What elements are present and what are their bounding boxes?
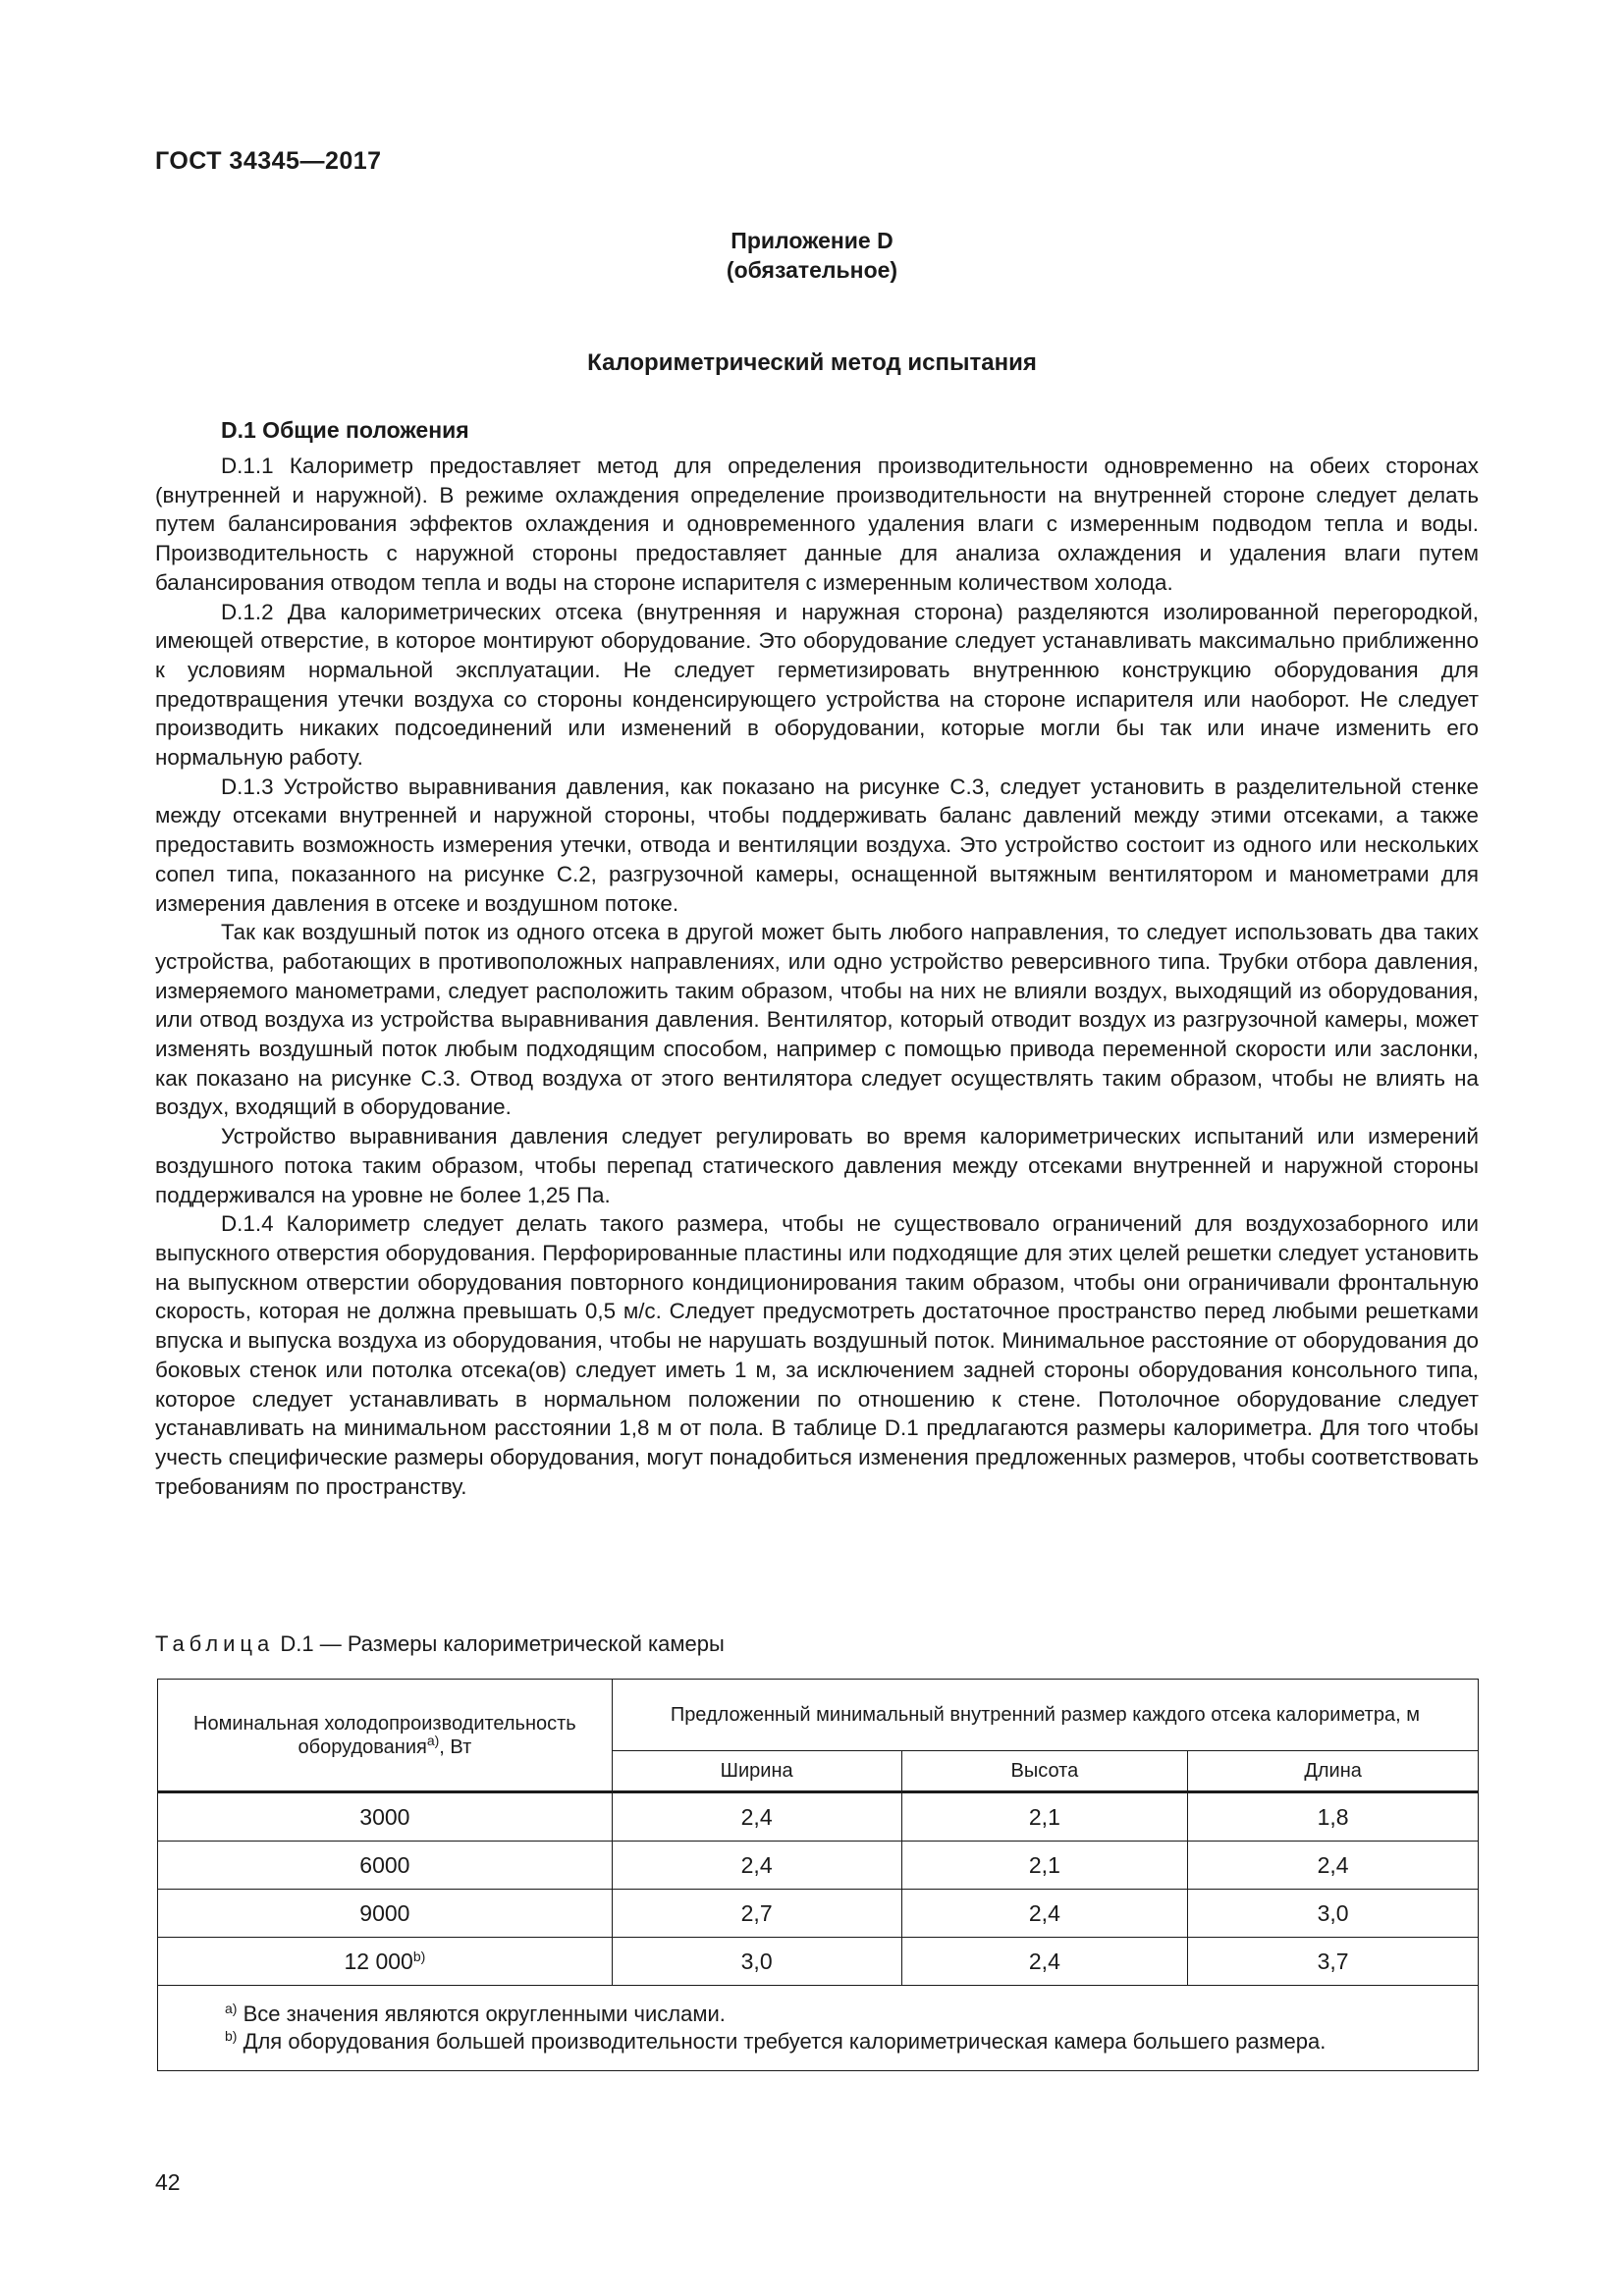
paragraph-d-1-1: D.1.1 Калориметр предоставляет метод для определения производительности одновременно на обеих сторонах (внутренней и наружной). В режиме охлаждения определение производительности на внутренней стороне следует делать путем балансирования эффектов охлаждения и одновременного удаления влаги с измеренным подводом тепла и воды. Производительность с наружной стороны предоставляет данные для анализа охлаждения и удаления влаги путем балансирования отводом тепла и воды на стороне испарителя с измеренным количеством холода. [155, 454, 1479, 595]
table-caption-text: D.1 — Размеры калориметрической камеры [274, 1631, 725, 1656]
footnote-mark-a: a) [426, 1732, 440, 1748]
col-header-height: Высота [901, 1751, 1188, 1792]
note-mark: b) [225, 2028, 238, 2044]
cell-length: 2,4 [1188, 1842, 1479, 1890]
col-header-capacity-unit: , Вт [439, 1735, 472, 1758]
section-body [155, 452, 1479, 1501]
cell-width: 2,7 [612, 1890, 901, 1938]
cell-length: 3,0 [1188, 1890, 1479, 1938]
note-mark: a) [225, 2001, 238, 2016]
col-header-width: Ширина [612, 1751, 901, 1792]
page-number: 42 [155, 2169, 181, 2195]
note-text: Для оборудования большей производительности требуется калориметрическая камера большего размера. [237, 2029, 1326, 2054]
appendix-heading [0, 226, 1624, 285]
col-header-capacity [158, 1680, 613, 1792]
cell-height: 2,1 [901, 1792, 1188, 1842]
cell-capacity [158, 1938, 613, 1986]
document-header: ГОСТ 34345—2017 [155, 147, 382, 175]
cell-length: 1,8 [1188, 1792, 1479, 1842]
table-notes [158, 1986, 1479, 2071]
capacity-value: 12 000 [344, 1948, 413, 1974]
appendix-title: Приложение D [731, 228, 893, 253]
cell-capacity [158, 1842, 613, 1890]
table-row [158, 1938, 1479, 1986]
cell-width: 2,4 [612, 1842, 901, 1890]
capacity-value: 9000 [359, 1899, 410, 1926]
table-row [158, 1842, 1479, 1890]
cell-length: 3,7 [1188, 1938, 1479, 1986]
paragraph-d-1-3: D.1.3 Устройство выравнивания давления, как показано на рисунке С.3, следует установить в разделительной стенке между отсеками внутренней и наружной стороны, чтобы поддерживать баланс давлений между этими отсеками, а также предоставить возможность измерения утечки, отвода и вентиляции воздуха. Это устройство состоит из одного или нескольких сопел типа, показанного на рисунке С.2, разгрузочной камеры, оснащенной вытяжным вентилятором и манометрами для измерения давления в отсеке и воздушном потоке. [155, 774, 1479, 916]
table-caption-word: Таблица [155, 1631, 275, 1656]
col-header-capacity-text: Номинальная холодопроизводительность оборудования [193, 1712, 576, 1758]
cell-height: 2,4 [901, 1938, 1188, 1986]
paragraph-airflow-direction: Так как воздушный поток из одного отсека в другой может быть любого направления, то следует использовать два таких устройства, работающих в противоположных направлениях, или одно устройство реверсивного типа. Трубки отбора давления, измеряемого манометрами, следует расположить таким образом, чтобы на них не влияли воздух, выходящий из оборудования, или отвод воздуха из устройства выравнивания давления. Вентилятор, который отводит воздух из разгрузочной камеры, может изменять воздушный поток любым подходящим способом, например с помощью привода переменной скорости или заслонки, как показано на рисунке С.3. Отвод воздуха от этого вентилятора следует осуществлять таким образом, чтобы не влиять на воздух, входящий в оборудование. [155, 920, 1479, 1120]
col-group-header: Предложенный минимальный внутренний размер каждого отсека калориметра, м [612, 1680, 1478, 1751]
section-heading: D.1 Общие положения [221, 417, 469, 443]
capacity-footnote: b) [412, 1948, 426, 1964]
table-caption [155, 1631, 725, 1657]
table-notes-row [158, 1986, 1479, 2071]
calorimeter-dimensions-table [157, 1679, 1479, 2071]
paragraph-pressure-regulation: Устройство выравнивания давления следует регулировать во время калориметрических испытаний или измерений воздушного потока таким образом, чтобы перепад статического давления между отсеками внутренней и наружной стороны поддерживался на уровне не более 1,25 Па. [155, 1124, 1479, 1207]
table-note [225, 2028, 1470, 2056]
col-header-length: Длина [1188, 1751, 1479, 1792]
paragraph-d-1-2: D.1.2 Два калориметрических отсека (внутренняя и наружная сторона) разделяются изолированной перегородкой, имеющей отверстие, в которое монтируют оборудование. Это оборудование следует устанавливать максимально приближенно к условиям нормальной эксплуатации. Не следует герметизировать внутреннюю конструкцию оборудования для предотвращения утечки воздуха со стороны конденсирующего устройства на стороне испарителя или наоборот. Не следует производить никаких подсоединений или изменений в оборудовании, которые могли бы так или иначе изменить его нормальную работу. [155, 599, 1479, 771]
table-note [225, 2001, 1470, 2028]
paragraph-d-1-4: D.1.4 Калориметр следует делать такого размера, чтобы не существовало ограничений для воздухозаборного или выпускного отверстия оборудования. Перфорированные пластины или подходящие для этих целей решетки следует установить на выпускном отверстии оборудования повторного кондиционирования таким образом, чтобы они ограничивали фронтальную скорость, которая не должна превышать 0,5 м/с. Следует предусмотреть достаточное пространство перед любыми решетками впуска и выпуска воздуха из оборудования, чтобы не нарушать воздушный поток. Минимальное расстояние от оборудования до боковых стенок или потолка отсека(ов) следует иметь 1 м, за исключением задней стороны оборудования консольного типа, которое следует устанавливать в нормальном положении по отношению к стене. Потолочное оборудование следует устанавливать на минимальном расстоянии 1,8 м от пола. В таблице D.1 предлагаются размеры калориметра. Для того чтобы учесть специфические размеры оборудования, могут понадобиться изменения предложенных размеров, чтобы соответствовать требованиям по пространству. [155, 1211, 1479, 1499]
cell-capacity [158, 1890, 613, 1938]
capacity-value: 3000 [359, 1803, 410, 1830]
capacity-value: 6000 [359, 1851, 410, 1878]
appendix-status: (обязательное) [726, 257, 898, 283]
cell-width: 2,4 [612, 1792, 901, 1842]
table-row [158, 1890, 1479, 1938]
method-title: Калориметрический метод испытания [587, 349, 1037, 376]
note-text: Все значения являются округленными числами. [237, 2002, 726, 2026]
cell-height: 2,4 [901, 1890, 1188, 1938]
table-row [158, 1792, 1479, 1842]
cell-capacity [158, 1792, 613, 1842]
cell-width: 3,0 [612, 1938, 901, 1986]
cell-height: 2,1 [901, 1842, 1188, 1890]
